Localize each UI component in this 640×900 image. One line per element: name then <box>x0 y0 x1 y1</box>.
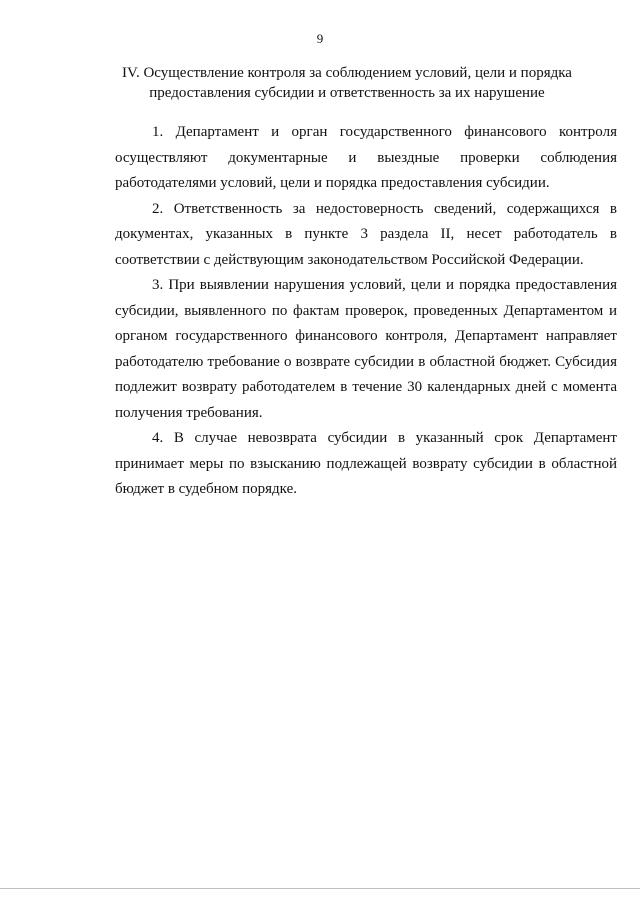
paragraph-1: 1. Департамент и орган государственного финансового контроля осуществляют документарные и выездные проверки соблюдения работодателями условий, цели и порядка предоставления субсидии. <box>115 124 617 191</box>
section-heading: IV. Осуществление контроля за соблюдением условий, цели и порядка предоставления субсидии и ответственность за их нарушение <box>122 65 572 101</box>
footer-divider <box>0 888 640 889</box>
paragraph-2: 2. Ответственность за недостоверность сведений, содержащихся в документах, указанных в пункте 3 раздела II, несет работодатель в соответствии с действующим законодательством Российской Федерации. <box>115 200 617 268</box>
paragraph-4: 4. В случае невозврата субсидии в указанный срок Департамент принимает меры по взысканию подлежащей возврату субсидии в областной бюджет в судебном порядке. <box>115 430 617 497</box>
paragraph-3: 3. При выявлении нарушения условий, цели и порядка предоставления субсидии, выявленного по фактам проверок, проведенных Департаментом и органом государственного финансового контроля, Департамент направляет работодателю требование о возврате субсидии в областной бюджет. Субсидия подлежит возврату работодателем в течение 30 календарных дней с момента получения требования. <box>115 277 617 421</box>
page-number: 9 <box>316 31 324 46</box>
document-body <box>115 120 617 503</box>
